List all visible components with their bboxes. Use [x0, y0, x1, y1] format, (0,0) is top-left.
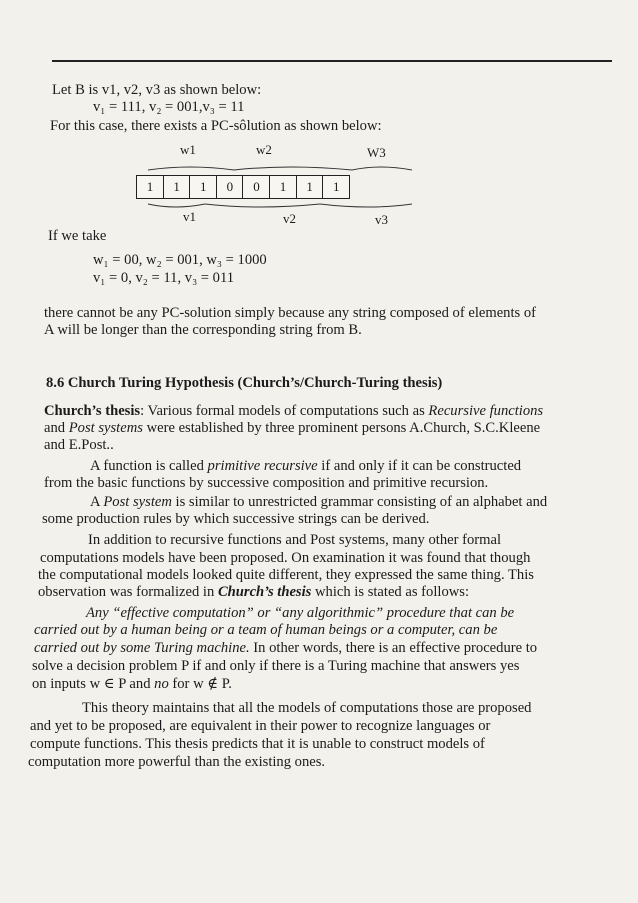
tape-cell: 1: [296, 175, 324, 199]
brace-lines: [130, 150, 430, 250]
term: Church’s thesis: [217, 584, 312, 600]
paragraph-line: the computational models looked quite different, they expressed the same thing. This: [38, 567, 534, 583]
conclusion-line: there cannot be any PC-solution simply because any string composed of elements of: [44, 305, 537, 321]
term: Post system: [103, 494, 172, 510]
paragraph-line: some production rules by which successive strings can be derived.: [42, 511, 430, 527]
intro-line: For this case, there exists a PC-sôlution as shown below:: [50, 118, 382, 134]
header-rule: [52, 60, 612, 62]
v3-label: v3: [375, 212, 388, 227]
tape-cell: 1: [136, 175, 164, 199]
text: and: [44, 420, 69, 436]
thesis-statement: Any “effective computation” or “any algorithmic” procedure that can be: [86, 605, 515, 621]
tape-cell: 1: [189, 175, 217, 199]
intro-line: Let B is v1, v2, v3 as shown below:: [52, 82, 262, 98]
tape-cell: 0: [242, 175, 270, 199]
pc-solution-tape: [136, 175, 349, 199]
thesis-statement: carried out by a human being or a team of human beings or a computer, can be: [34, 622, 498, 638]
paragraph-line: [44, 403, 543, 420]
text: were established by three prominent persons A.Church, S.C.Kleene: [142, 420, 541, 436]
tape-cell: 1: [163, 175, 191, 199]
w-definitions: w₁ = 00, w₂ = 001, w₃ = 1000: [93, 252, 267, 268]
v2-label: v2: [283, 211, 296, 226]
text: is similar to unrestricted grammar consisting of an alphabet and: [171, 494, 548, 510]
paragraph-line: and yet to be proposed, are equivalent in their power to recognize languages or: [30, 718, 491, 734]
section-heading: 8.6 Church Turing Hypothesis (Church’s/Church-Turing thesis): [46, 375, 443, 391]
term: no: [154, 676, 169, 692]
v1-label: v1: [183, 209, 196, 224]
conclusion-line: A will be longer than the corresponding string from B.: [44, 322, 362, 338]
paragraph-line: [38, 584, 469, 601]
text: : Various formal models of computations such as: [140, 403, 429, 419]
paragraph-line: compute functions. This thesis predicts that it is unable to construct models of: [30, 736, 485, 752]
tape-cell: 1: [322, 175, 350, 199]
w2-label: w2: [256, 142, 272, 157]
tape-cell: 0: [216, 175, 244, 199]
text: observation was formalized in: [38, 584, 218, 600]
thesis-statement: carried out by some Turing machine.: [34, 640, 250, 656]
text: for w ∉ P.: [168, 676, 232, 692]
paragraph-line: and E.Post..: [44, 437, 114, 453]
paragraph-line: [44, 420, 540, 437]
paragraph-line: computations models have been proposed. On examination it was found that though: [40, 550, 531, 566]
paragraph-line: [34, 640, 537, 657]
paragraph-line: from the basic functions by successive composition and primitive recursion.: [44, 475, 489, 491]
text: A function is called: [90, 458, 208, 474]
tape-cell: 1: [269, 175, 297, 199]
text: on inputs w ∈ P and: [32, 676, 155, 692]
paragraph-line: solve a decision problem P if and only if there is a Turing machine that answers yes: [32, 658, 520, 674]
v-definitions: v₁ = 111, v₂ = 001,v₃ = 11: [93, 99, 245, 115]
example-intro: If we take: [48, 228, 107, 244]
w3-label: W3: [367, 145, 386, 160]
text: if and only if it can be constructed: [317, 458, 522, 474]
term: Recursive functions: [428, 403, 544, 419]
text: which is stated as follows:: [311, 584, 470, 600]
term-churchs-thesis: Church’s thesis: [44, 403, 141, 419]
paragraph-line: [90, 458, 521, 475]
paragraph-line: This theory maintains that all the models of computations those are proposed: [82, 700, 532, 716]
w1-label: w1: [180, 142, 196, 157]
text: A: [90, 494, 104, 510]
paragraph-line: computation more powerful than the existing ones.: [28, 754, 326, 770]
term: Post systems: [68, 420, 143, 436]
paragraph-line: [32, 676, 232, 693]
v-definitions: v₁ = 0, v₂ = 11, v₃ = 011: [93, 270, 235, 286]
term: primitive recursive: [207, 458, 318, 474]
paragraph-line: [90, 494, 547, 511]
text: In other words, there is an effective procedure to: [249, 640, 538, 656]
paragraph-line: In addition to recursive functions and Post systems, many other formal: [88, 532, 502, 548]
